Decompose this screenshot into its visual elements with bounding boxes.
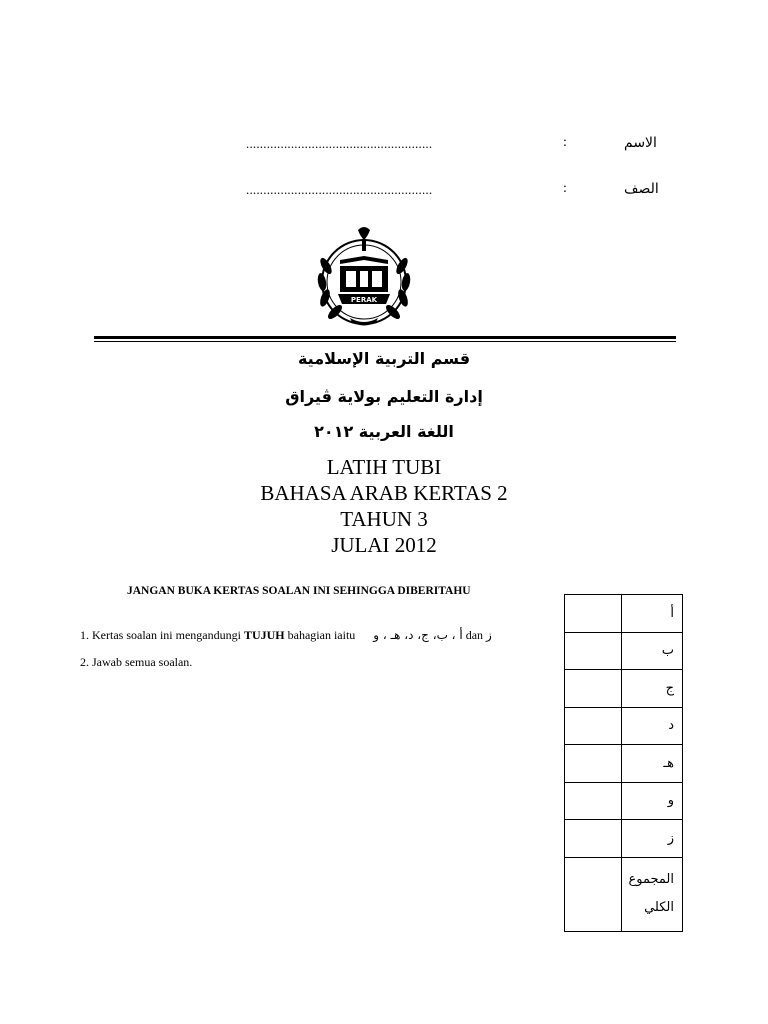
class-field[interactable]: ...................................................... <box>246 182 433 197</box>
section-label: و <box>622 782 683 820</box>
crest-icon <box>310 226 418 332</box>
score-cell[interactable] <box>565 670 622 708</box>
section-label: أ <box>622 595 683 633</box>
table-row <box>565 632 683 670</box>
table-row <box>565 670 683 708</box>
title-line-2: BAHASA ARAB KERTAS 2 <box>260 481 508 505</box>
instruction-1-suffix: dan ز <box>462 628 492 642</box>
name-field[interactable]: ...................................................... <box>246 136 433 151</box>
subject-year-heading: اللغة العربية ٢٠١٢ <box>314 422 454 441</box>
table-row <box>565 707 683 745</box>
section-label: هـ <box>622 745 683 783</box>
score-cell[interactable] <box>565 707 622 745</box>
score-cell[interactable] <box>565 745 622 783</box>
instruction-1-middle: bahagian iaitu <box>284 628 359 642</box>
table-row-total <box>565 857 683 931</box>
total-label-line-1: المجموع <box>628 872 674 887</box>
instruction-2: 2. Jawab semua soalan. <box>80 655 193 669</box>
class-label: الصف <box>624 181 659 197</box>
table-row <box>565 595 683 633</box>
total-score-cell[interactable] <box>565 857 622 931</box>
section-label: ب <box>622 632 683 670</box>
warning-text: JANGAN BUKA KERTAS SOALAN INI SEHINGGA DIBERITAHU <box>127 585 471 597</box>
score-cell[interactable] <box>565 820 622 858</box>
department-heading: قسم التربية الإسلامية <box>297 349 471 368</box>
instruction-1-letters: أ ، ب، ج، د، هـ ، و <box>373 628 463 642</box>
title-line-3: TAHUN 3 <box>340 507 428 531</box>
name-colon: : <box>563 135 567 150</box>
table-row <box>565 820 683 858</box>
header-rule-thick <box>94 336 676 339</box>
section-label: ز <box>622 820 683 858</box>
name-label: الاسم <box>624 135 657 151</box>
class-colon: : <box>563 181 567 196</box>
table-row <box>565 745 683 783</box>
total-label <box>622 857 683 931</box>
section-label: ج <box>622 670 683 708</box>
instruction-1-bold: TUJUH <box>243 628 285 642</box>
total-label-line-2: الكلي <box>644 900 674 915</box>
header-rule-thin <box>94 341 676 342</box>
score-cell[interactable] <box>565 782 622 820</box>
instruction-1 <box>80 628 492 643</box>
score-table <box>564 594 683 932</box>
score-cell[interactable] <box>565 595 622 633</box>
table-row <box>565 782 683 820</box>
section-label: د <box>622 707 683 745</box>
instruction-1-prefix: 1. Kertas soalan ini mengandungi <box>80 628 244 642</box>
office-heading: إدارة التعليم بولاية ڤيراق <box>285 387 483 406</box>
svg-text:PERAK: PERAK <box>350 296 378 304</box>
title-line-1: LATIH TUBI <box>326 455 442 479</box>
score-cell[interactable] <box>565 632 622 670</box>
title-line-4: JULAI 2012 <box>331 533 437 557</box>
